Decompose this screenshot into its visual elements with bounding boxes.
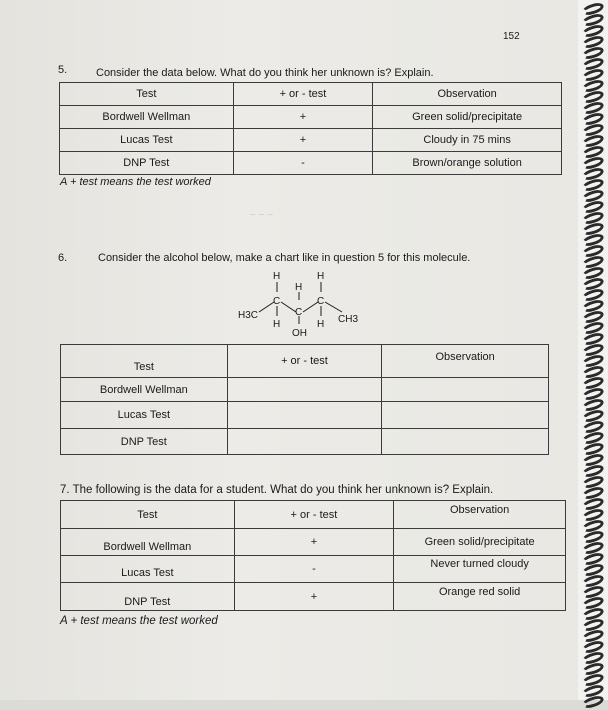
q7-test-name: Bordwell Wellman <box>61 529 235 556</box>
table-row <box>61 529 566 556</box>
q7-prompt: 7. The following is the data for a student. What do you think her unknown is? Explain. <box>60 484 494 496</box>
q6-header-observation: Observation <box>382 345 549 378</box>
carbon-atom: C <box>295 307 303 318</box>
q7-test-name: Lucas Test <box>61 556 235 583</box>
q5-test-observation: Cloudy in 75 mins <box>373 129 562 152</box>
q6-prompt: Consider the alcohol below, make a chart like in question 5 for this molecule. <box>98 252 471 264</box>
hydrogen-atom: H <box>273 271 281 282</box>
q7-test-result: + <box>234 529 394 556</box>
table-row <box>61 402 549 429</box>
hydrogen-atom: H <box>317 271 325 282</box>
q6-header-row <box>61 345 549 378</box>
q5-header-row <box>60 83 562 106</box>
q5-table <box>59 82 562 175</box>
table-row <box>61 556 566 583</box>
q5-test-observation: Brown/orange solution <box>373 152 562 175</box>
q5-header-observation: Observation <box>373 83 562 106</box>
q6-empty-cell <box>382 378 549 402</box>
q7-header-test: Test <box>61 501 235 529</box>
q5-test-name: DNP Test <box>60 152 234 175</box>
q7-test-name: DNP Test <box>61 583 235 611</box>
q6-number: 6. <box>58 252 68 264</box>
q6-test-name: Bordwell Wellman <box>61 378 228 402</box>
q5-test-observation: Green solid/precipitate <box>373 106 562 129</box>
q6-empty-cell <box>227 402 382 429</box>
q5-number: 5. <box>58 64 68 76</box>
q6-empty-cell <box>227 378 382 402</box>
carbon-atom: C <box>273 296 281 307</box>
q6-empty-cell <box>382 402 549 429</box>
hydrogen-atom: H <box>273 319 281 330</box>
table-row <box>61 583 566 611</box>
q7-test-result: + <box>234 583 394 611</box>
table-row <box>60 129 562 152</box>
table-row <box>60 106 562 129</box>
hydrogen-atom: H <box>317 319 325 330</box>
hydrogen-atom: H <box>295 282 303 293</box>
alcohol-structure <box>230 266 380 348</box>
bleed-through: ~ ~ ~ <box>250 210 274 221</box>
q6-table <box>60 344 549 455</box>
table-row <box>61 378 549 402</box>
q7-header-row <box>61 501 566 529</box>
methyl-left: H3C <box>238 310 259 321</box>
q6-header-result: + or - test <box>227 345 382 378</box>
q6-header-test: Test <box>61 345 228 378</box>
methyl-right: CH3 <box>338 314 359 325</box>
q5-footnote: A + test means the test worked <box>60 176 211 188</box>
q7-test-observation: Green solid/precipitate <box>394 529 566 556</box>
q5-header-result: + or - test <box>233 83 373 106</box>
page-number: 152 <box>503 31 520 42</box>
table-row <box>60 152 562 175</box>
q7-table <box>60 500 566 611</box>
q7-test-observation: Orange red solid <box>394 583 566 611</box>
q7-header-observation: Observation <box>394 501 566 529</box>
q6-test-name: DNP Test <box>61 429 228 455</box>
q5-header-test: Test <box>60 83 234 106</box>
hydroxyl-group: OH <box>292 328 307 339</box>
spiral-binding <box>578 0 608 700</box>
q5-test-name: Bordwell Wellman <box>60 106 234 129</box>
q7-footnote: A + test means the test worked <box>60 615 218 627</box>
q5-test-result: - <box>233 152 373 175</box>
q5-prompt: Consider the data below. What do you think her unknown is? Explain. <box>96 67 434 79</box>
q6-empty-cell <box>382 429 549 455</box>
carbon-atom: C <box>317 296 325 307</box>
q5-test-name: Lucas Test <box>60 129 234 152</box>
table-row <box>61 429 549 455</box>
q7-test-observation: Never turned cloudy <box>394 556 566 583</box>
q7-test-result: - <box>234 556 394 583</box>
q7-header-result: + or - test <box>234 501 394 529</box>
q5-test-result: + <box>233 106 373 129</box>
q5-test-result: + <box>233 129 373 152</box>
q6-empty-cell <box>227 429 382 455</box>
q6-test-name: Lucas Test <box>61 402 228 429</box>
